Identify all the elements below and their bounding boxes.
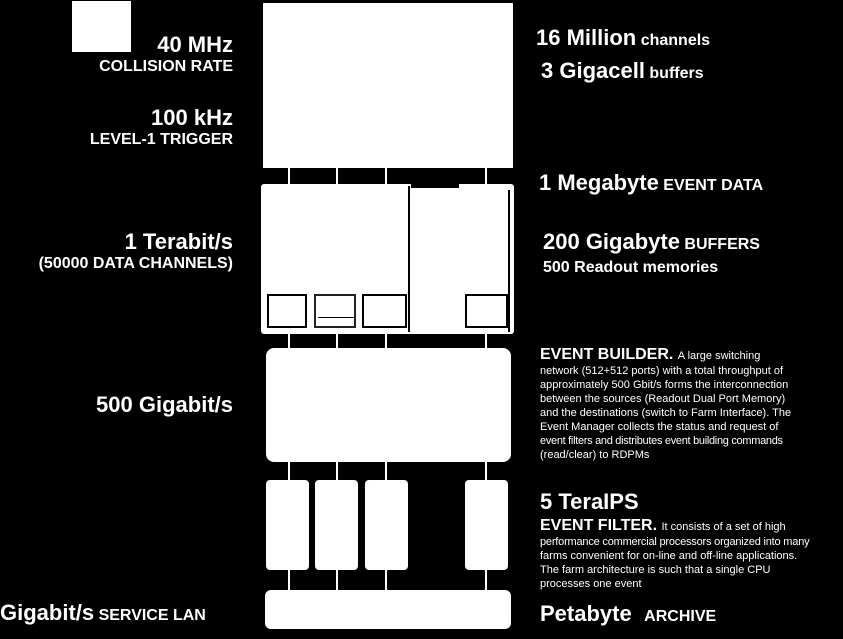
link-line [288,168,290,185]
link-line [336,334,338,349]
event-builder-title: EVENT BUILDER. [540,346,674,363]
link-line [385,462,387,480]
buffers-value: 3 Gigacell [541,58,645,83]
readout-memory-inner [318,317,354,318]
link-line [288,334,290,349]
link-line [385,334,387,349]
readout-divider [508,190,510,332]
event-filter-title: EVENT FILTER. [540,517,658,534]
service-lan-caption: SERVICE LAN [98,607,206,624]
collision-rate-label [99,33,233,77]
gigabit500-value: 500 Gigabit/s [96,392,233,417]
event-builder-line: and the destinations (switch to Farm Interface). The [540,407,792,419]
filter-farm-block [365,480,408,570]
event-builder-line: event filters and distributes event building commands [540,435,783,447]
buffers-caption: buffers [649,65,704,82]
collision-rate-value: 40 MHz [157,32,233,57]
link-line [485,334,487,349]
readout-notch [411,184,459,188]
gb-buffers-value: 200 Gigabyte [543,229,680,254]
archive-value: Petabyte [540,601,632,626]
archive-caption: ARCHIVE [644,608,717,625]
service-lan-label [0,601,206,626]
event-data-caption: EVENT DATA [663,177,764,194]
buffers-label [541,59,704,84]
archive-block [265,590,511,629]
channels-caption: channels [640,32,711,49]
level1-trigger-caption: LEVEL-1 TRIGGER [89,131,233,148]
filter-farm-block [315,480,358,570]
event-filter-line: It consists of a set of high [661,521,786,533]
event-builder-line: Event Manager collects the status and request of [540,421,779,433]
event-filter-line: farms convenient for on-line and off-line applications. [540,550,798,562]
channels-value: 16 Million [536,25,637,50]
event-builder-description [540,346,840,462]
link-line [485,462,487,480]
link-line [485,570,487,590]
readout-memory-box [314,294,356,328]
event-builder-line: between the sources (Readout Dual Port Memory) [540,393,786,405]
filter-farm-block [266,480,309,570]
link-line [288,570,290,590]
link-line [385,570,387,590]
archive-label [540,602,716,627]
event-builder-line: approximately 500 Gbit/s forms the interconnection [540,379,789,391]
link-line [336,462,338,480]
event-filter-description [540,517,840,591]
filter-farm-block [465,480,508,570]
collision-rate-caption: COLLISION RATE [99,58,233,75]
link-line [485,168,487,185]
event-builder-block [266,348,511,462]
gb-buffers-label [543,230,760,255]
event-builder-line: (read/clear) to RDPMs [540,449,650,461]
terabit-caption: (50000 DATA CHANNELS) [38,255,233,272]
event-filter-line: The farm architecture is such that a single CPU [540,564,771,576]
readout-memory-box [362,294,407,328]
event-filter-line: performance commercial processors organized into many [540,536,810,548]
level1-trigger-label [90,106,233,150]
detector-block [263,3,513,168]
readout-memories-text: 500 Readout memories [543,259,719,276]
readout-memory-box [465,294,508,328]
readout-memory-box [267,294,307,328]
link-line [336,570,338,590]
readout-divider [408,186,410,332]
level1-trigger-value: 100 kHz [151,105,233,130]
terabit-label [39,230,233,274]
link-line [288,462,290,480]
link-line [336,168,338,185]
channels-label [536,26,710,51]
link-line [385,168,387,185]
event-builder-line: A large switching [677,350,761,362]
teraips-value: 5 TeraIPS [540,489,639,514]
event-filter-line: processes one event [540,578,642,590]
event-builder-line: network (512+512 ports) with a total throughput of [540,365,784,377]
event-data-value: 1 Megabyte [539,170,659,195]
terabit-value: 1 Terabit/s [124,229,233,254]
event-data-label [539,171,763,196]
service-lan-value: Gigabit/s [0,600,95,625]
gb-buffers-caption: BUFFERS [684,236,760,253]
